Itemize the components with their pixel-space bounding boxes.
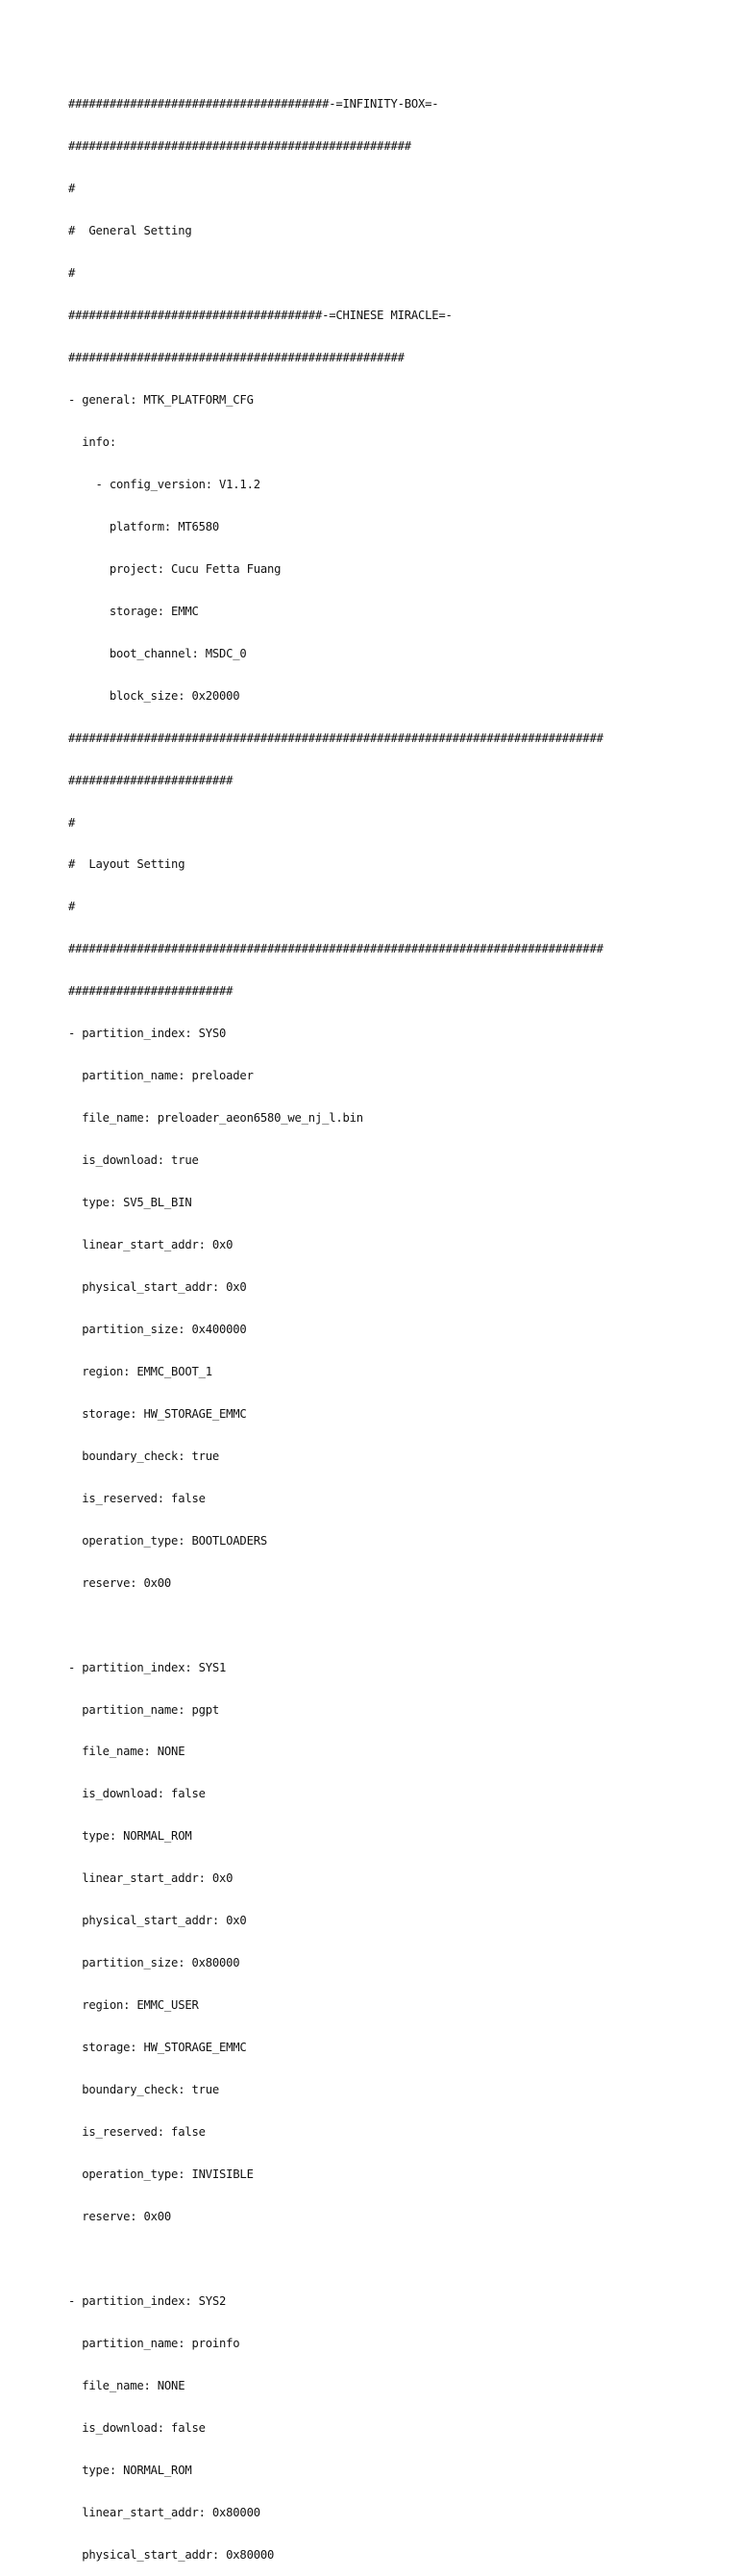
text-line: ######################## xyxy=(68,984,234,999)
text-line: storage: EMMC xyxy=(68,604,199,618)
text-line: # xyxy=(68,266,76,281)
text-line: ############################################################################## xyxy=(68,731,603,745)
text-line: project: Cucu Fetta Fuang xyxy=(68,561,282,576)
text-line: ############################################################################## xyxy=(68,942,603,956)
text-line: boundary_check: true xyxy=(68,2083,220,2097)
text-line: # xyxy=(68,900,76,914)
text-line: - partition_index: SYS1 xyxy=(68,1660,227,1674)
text-line: # Layout Setting xyxy=(68,857,185,872)
text-line: ################################################# xyxy=(68,351,405,365)
text-line: type: SV5_BL_BIN xyxy=(68,1196,192,1210)
text-line: # xyxy=(68,182,76,196)
text-line: partition_name: pgpt xyxy=(68,1702,220,1717)
text-line: linear_start_addr: 0x0 xyxy=(68,1871,234,1886)
text-line: boundary_check: true xyxy=(68,1449,220,1463)
text-line: # xyxy=(68,815,76,830)
text-line: is_reserved: false xyxy=(68,2125,206,2140)
text-line: region: EMMC_USER xyxy=(68,1998,199,2013)
text-line: partition_size: 0x400000 xyxy=(68,1322,247,1336)
text-line: # General Setting xyxy=(68,224,192,238)
text-line: platform: MT6580 xyxy=(68,519,220,533)
text-line: file_name: preloader_aeon6580_we_nj_l.bin xyxy=(68,1111,363,1126)
text-line: physical_start_addr: 0x0 xyxy=(68,1280,247,1294)
text-line: linear_start_addr: 0x0 xyxy=(68,1238,234,1252)
text-line: ################################################## xyxy=(68,139,411,154)
text-line xyxy=(68,1619,603,1633)
text-line: is_download: false xyxy=(68,2420,206,2435)
text-line: partition_name: proinfo xyxy=(68,2336,240,2350)
text-line: region: EMMC_BOOT_1 xyxy=(68,1364,212,1378)
text-line: info: xyxy=(68,434,116,449)
text-line: operation_type: BOOTLOADERS xyxy=(68,1533,267,1548)
text-line: storage: HW_STORAGE_EMMC xyxy=(68,2041,247,2055)
text-line: - partition_index: SYS0 xyxy=(68,1027,227,1041)
text-line: physical_start_addr: 0x0 xyxy=(68,1914,247,1928)
text-line: is_download: false xyxy=(68,1787,206,1801)
text-line: ######################################-=INFINITY-BOX=- xyxy=(68,97,439,111)
text-line xyxy=(68,2252,603,2266)
text-line: - config_version: V1.1.2 xyxy=(68,477,260,491)
text-line: - general: MTK_PLATFORM_CFG xyxy=(68,392,254,407)
text-line: boot_channel: MSDC_0 xyxy=(68,646,247,660)
scatter-file-text xyxy=(68,69,603,2576)
text-line: block_size: 0x20000 xyxy=(68,688,240,703)
text-line: operation_type: INVISIBLE xyxy=(68,2167,254,2182)
text-line: file_name: NONE xyxy=(68,1745,185,1759)
text-line: linear_start_addr: 0x80000 xyxy=(68,2505,260,2519)
text-line: is_download: true xyxy=(68,1153,199,1168)
text-line: storage: HW_STORAGE_EMMC xyxy=(68,1406,247,1421)
text-line: ######################## xyxy=(68,773,234,787)
text-line: - partition_index: SYS2 xyxy=(68,2293,227,2308)
text-line: #####################################-=CHINESE MIRACLE=- xyxy=(68,309,453,323)
text-line: type: NORMAL_ROM xyxy=(68,1829,192,1844)
text-line: type: NORMAL_ROM xyxy=(68,2463,192,2477)
text-line: is_reserved: false xyxy=(68,1491,206,1505)
text-line: reserve: 0x00 xyxy=(68,1575,172,1590)
text-line: partition_name: preloader xyxy=(68,1069,254,1083)
text-line: partition_size: 0x80000 xyxy=(68,1956,240,1970)
text-line: physical_start_addr: 0x80000 xyxy=(68,2547,275,2562)
text-line: reserve: 0x00 xyxy=(68,2209,172,2223)
text-line: file_name: NONE xyxy=(68,2378,185,2392)
